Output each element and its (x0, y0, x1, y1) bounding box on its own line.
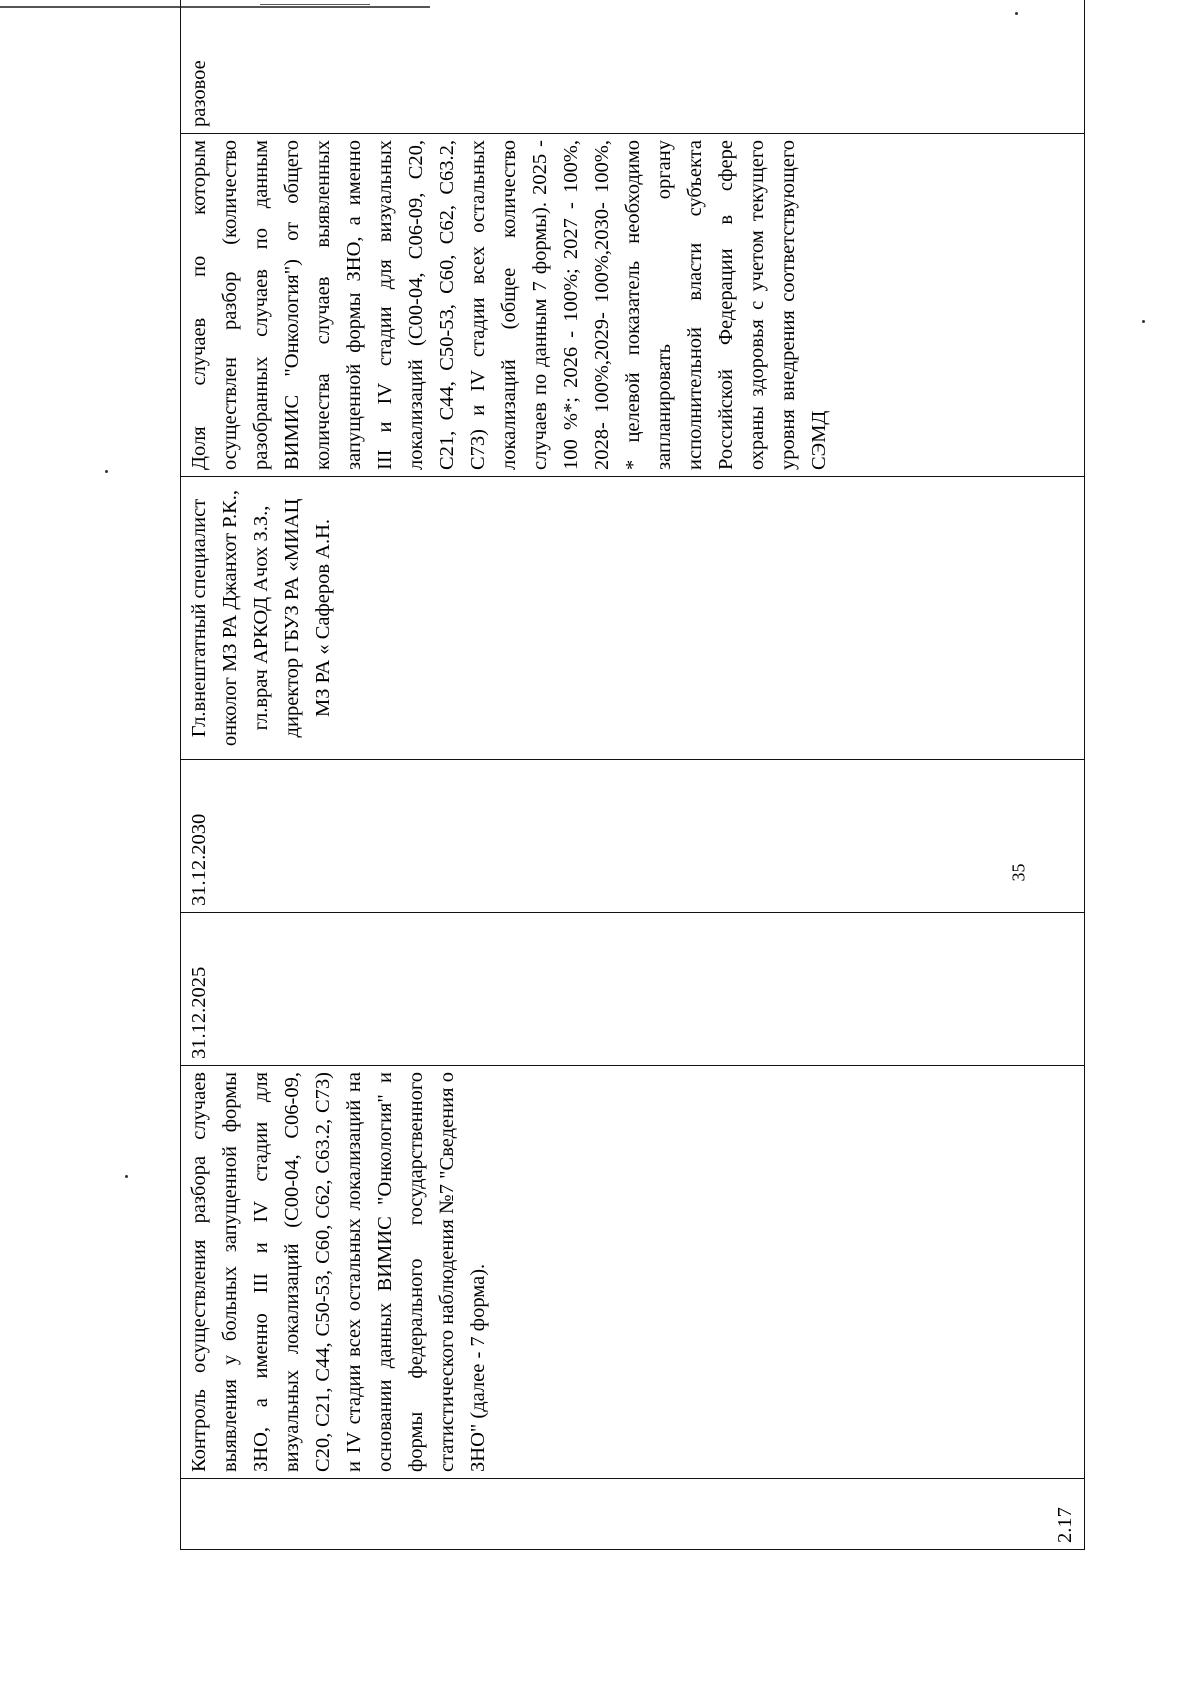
scan-speck (125, 1175, 128, 1178)
scan-speck (105, 470, 108, 473)
start-date-cell: 31.12.2025 (181, 913, 1085, 1066)
page-number: 35 (1008, 863, 1029, 882)
task-cell: Контроль осуществления разбора случаев выявления у больных запущенной формы ЗНО, а именно III и IV стадии для визуальных локализаций (С00-04, С06-09, С20, С21, С44, С50-53, С60, С62, С63.2, С73) и IV стадии всех остальных локализаций на основании данных ВИМИС "Онкология" и формы федерального государственного статистического наблюдения №7 "Сведения о ЗНО" (далее - 7 форма). (181, 1066, 1085, 1479)
end-date-cell: 31.12.2030 (181, 760, 1085, 913)
row-number-cell: 2.17 (181, 1479, 1085, 1550)
table-row (181, 0, 1085, 1550)
rotated-table-page (180, 60, 1085, 1550)
periodicity-cell: разовое (181, 0, 1085, 134)
responsible-cell: Гл.внештатный специалист онколог МЗ РА Джанхот Р.К., гл.врач АРКОД Ачох З.З., директор ГБУЗ РА «МИАЦ МЗ РА « Сафеpов А.Н. (181, 477, 1085, 760)
indicator-cell: Доля случаев по которым осуществлен разбор (количество разобранных случаев по данным ВИМИС "Онкология") от общего количества случаев выявленных запущенной формы ЗНО, а именно III и IV стадии для визуальных локализаций (С00-04, С06-09, С20, С21, С44, С50-53, С60, С62, С63.2, С73) и IV стадии всех остальных локализаций (общее количество случаев по данным 7 формы). 2025 - 100 %*; 2026 - 100%; 2027 - 100%, 2028- 100%,2029- 100%,2030- 100%, * целевой показатель необходимо запланировать органу исполнительной власти субъекта Российской Федерации в сфере охраны здоровья с учетом текущего уровня внедрения соответствующего СЭМД (181, 134, 1085, 477)
plan-table (180, 0, 1085, 1550)
scan-speck (1142, 320, 1145, 323)
